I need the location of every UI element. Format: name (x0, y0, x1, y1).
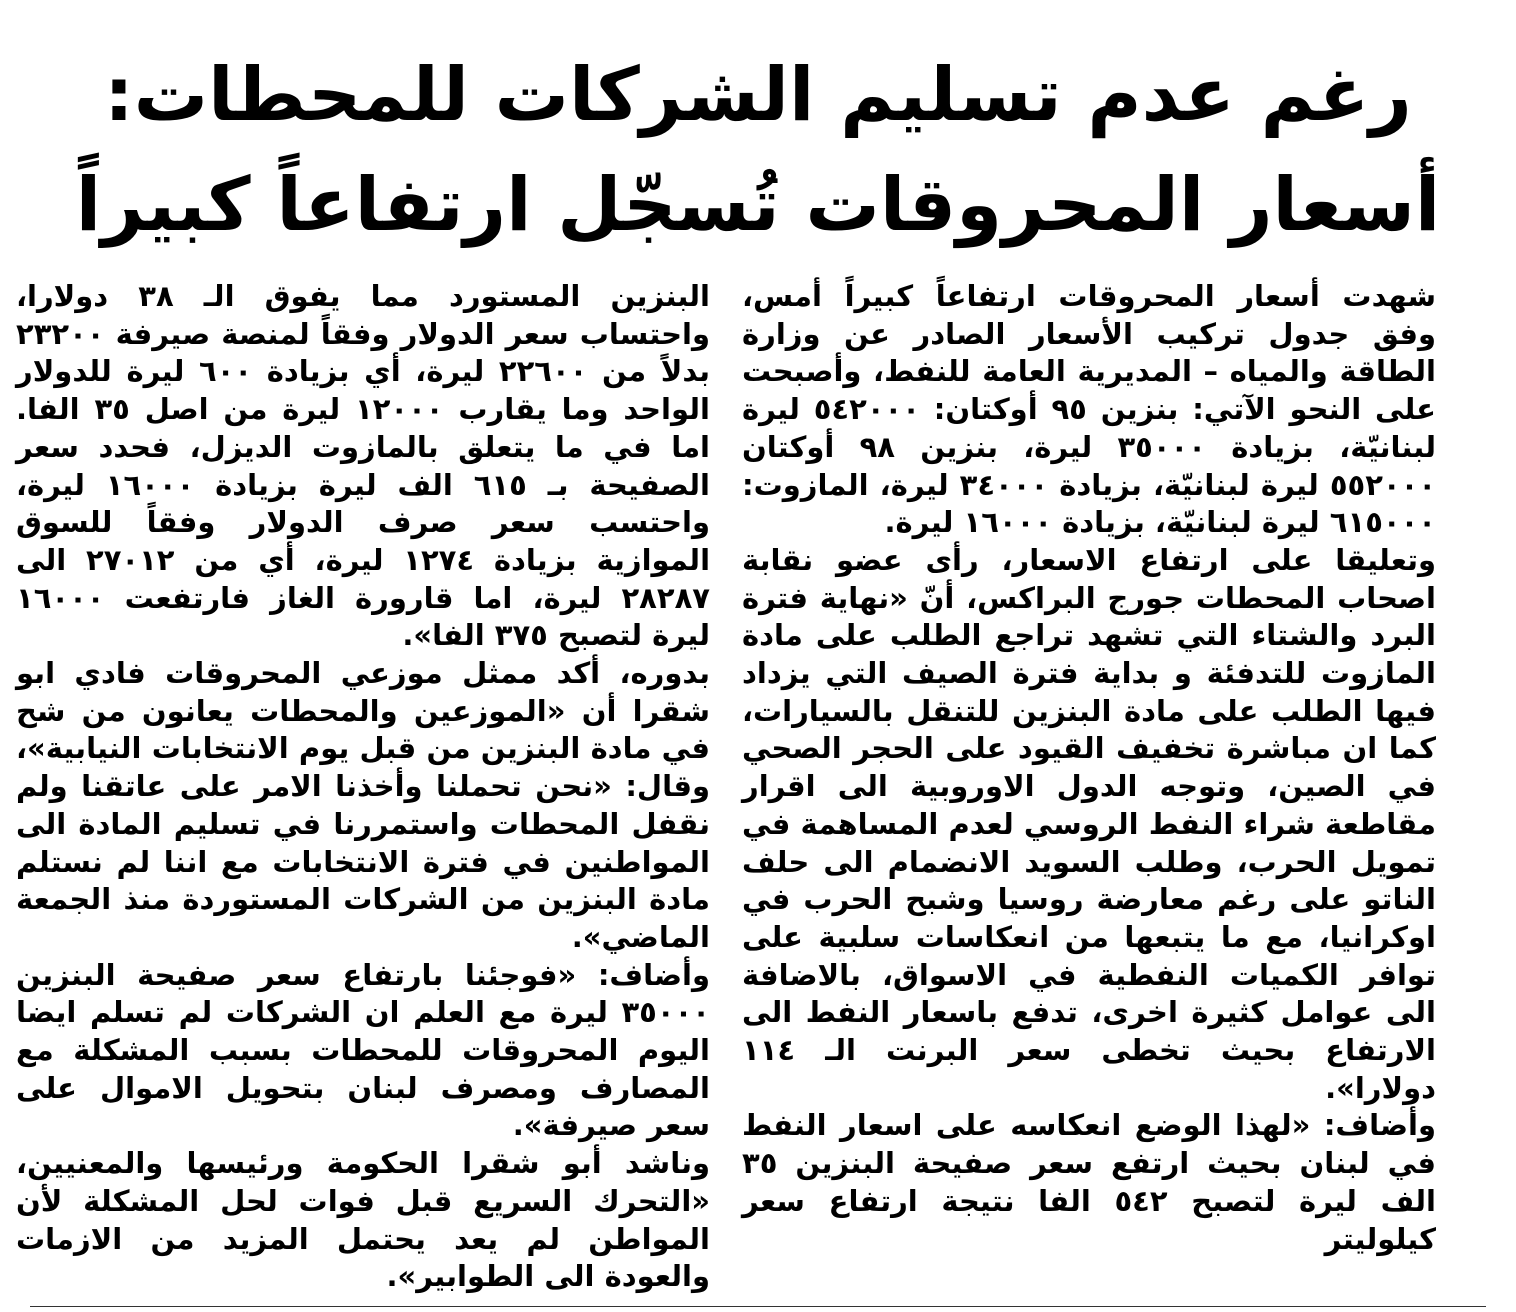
paragraph-appeal: وناشد أبو شقرا الحكومة ورئيسها والمعنيين، «التحرك السريع قبل فوات لحل المشكلة لأن المواطن لم يعد يحتمل المزيد من الازمات والعودة الى الطوابير». (16, 1146, 710, 1294)
paragraph-abu-shakra: بدوره، أكد ممثل موزعي المحروقات فادي ابو شقرا أن «الموزعين والمحطات يعانون من شح في مادة البنزين من قبل يوم الانتخابات النيابية»، وقال: «نحن تحملنا وأخذنا الامر على عاتقنا ولم نقفل المحطات واستمررنا في تسليم المادة الى المواطنين في فترة الانتخابات مع اننا لم نستلم مادة البنزين من الشركات المستوردة منذ الجمعة الماضي». (16, 656, 710, 954)
paragraph-brax-comment: وتعليقا على ارتفاع الاسعار، رأى عضو نقابة اصحاب المحطات جورج البراكس، أنّ «نهاية فترة البرد والشتاء التي تشهد تراجع الطلب على مادة المازوت للتدفئة و بداية فترة الصيف التي يزداد فيها الطلب على مادة البنزين للتنقل بالسيارات، كما ان مباشرة تخفيف القيود على الحجر الصحي في الصين، وتوجه الدول الاوروبية الى اقرار مقاطعة شراء النفط الروسي لعدم المساهمة في تمويل الحرب، وطلب السويد الانضمام الى حلف الناتو على رغم معارضة روسيا وشبح الحرب في اوكرانيا، مع ما يتبعها من انعكاسات سلبية على توافر الكميات النفطية في الاسواق، بالاضافة الى عوامل كثيرة اخرى، تدفع باسعار النفط الى الارتفاع بحيث تخطى سعر البرنت الـ ١١٤ دولارا». (742, 542, 1436, 1105)
paragraph-added: وأضاف: «لهذا الوضع انعكاسه على اسعار النفط في لبنان بحيث ارتفع سعر صفيحة البنزين ٣٥ الف ليرة لتصبح ٥٤٢ الفا نتيجة ارتفاع سعر كيلوليتر (742, 1108, 1436, 1256)
paragraph-continued: البنزين المستورد مما يفوق الـ ٣٨ دولارا، واحتساب سعر الدولار وفقاً لمنصة صيرفة ٢٣٢٠٠ بدلاً من ٢٢٦٠٠ ليرة، أي بزيادة ٦٠٠ ليرة للدولار الواحد وما يقارب ١٢٠٠٠ ليرة من اصل ٣٥ الفا. اما في ما يتعلق بالمازوت الديزل، فحدد سعر الصفيحة بـ ٦١٥ الف ليرة بزيادة ١٦٠٠٠ ليرة، واحتسب سعر صرف الدولار وفقاً للسوق الموازية بزيادة ١٢٧٤ ليرة، أي من ٢٧٠١٢ الى ٢٨٢٨٧ ليرة، اما قارورة الغاز فارتفعت ١٦٠٠٠ ليرة لتصبح ٣٧٥ الفا». (16, 279, 711, 653)
headline (60, 40, 1456, 260)
bottom-divider (30, 1306, 1486, 1307)
article-column-right (742, 278, 1436, 1258)
paragraph-abu-shakra-added: وأضاف: «فوجئنا بارتفاع سعر صفيحة البنزين ٣٥٠٠٠ ليرة مع العلم ان الشركات لم تسلم ايضا اليوم المحروقات للمحطات بسبب المشكلة مع المصارف ومصرف لبنان بتحويل الاموال على سعر صيرفة». (16, 957, 710, 1143)
article-column-left (16, 278, 710, 1296)
headline-line-2: أسعار المحروقات تُسجّل ارتفاعاً كبيراً (75, 162, 1441, 248)
headline-line-1: رغم عدم تسليم الشركات للمحطات: (104, 52, 1412, 138)
paragraph-prices: شهدت أسعار المحروقات ارتفاعاً كبيراً أمس، وفق جدول تركيب الأسعار الصادر عن وزارة الطاقة والمياه – المديرية العامة للنفط، وأصبحت على النحو الآتي: بنزين ٩٥ أوكتان: ٥٤٢٠٠٠ ليرة لبنانيّة، بزيادة ٣٥٠٠٠ ليرة، بنزين ٩٨ أوكتان ٥٥٢٠٠٠ ليرة لبنانيّة، بزيادة ٣٤٠٠٠ ليرة، المازوت: ٦١٥٠٠٠ ليرة لبنانيّة، بزيادة ١٦٠٠٠ ليرة. (742, 279, 1437, 540)
